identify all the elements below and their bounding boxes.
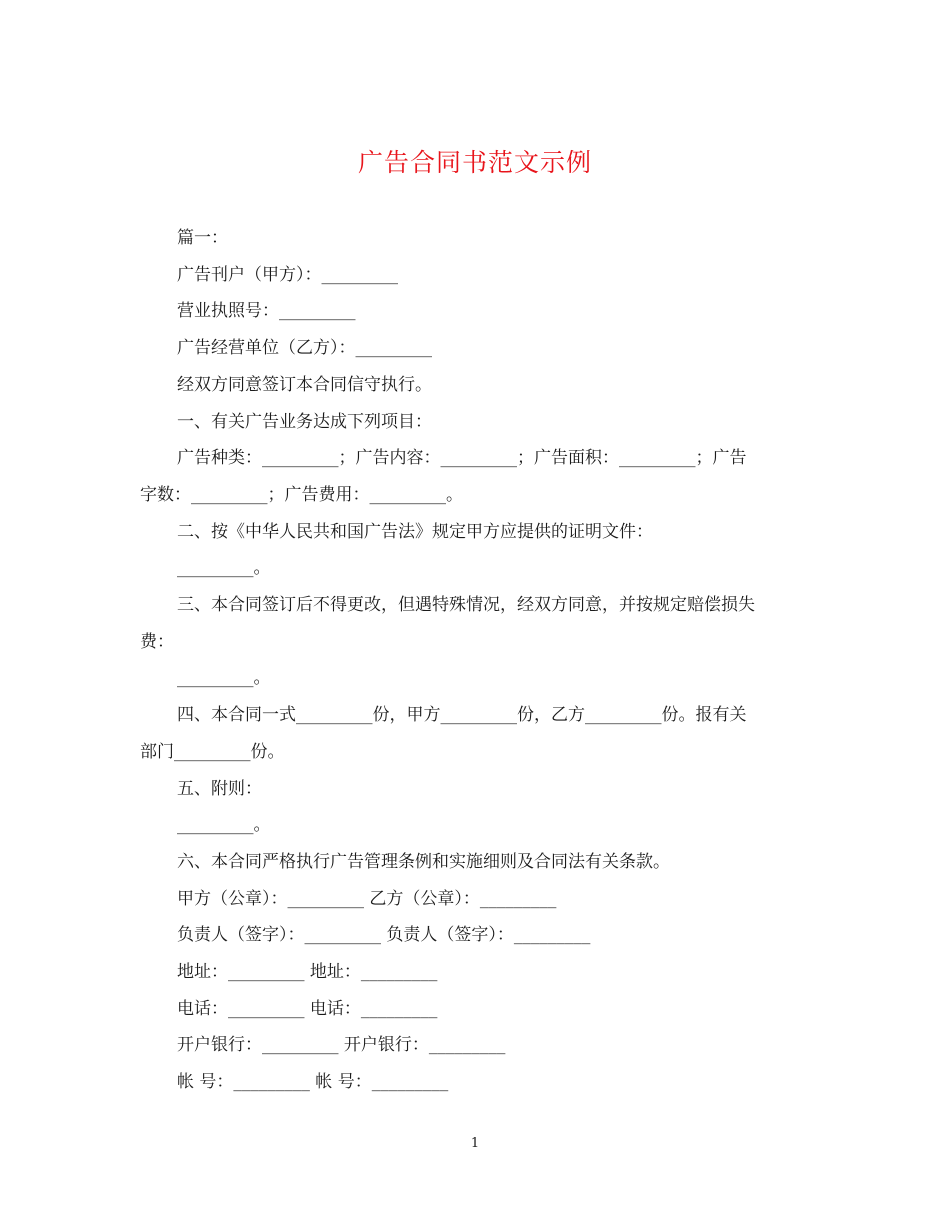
paragraph-line: 费： <box>140 631 174 652</box>
paragraph-line: 甲方（公章）：_________ 乙方（公章）：_________ <box>177 888 557 909</box>
paragraph-line: 经双方同意签订本合同信守执行。 <box>177 374 432 395</box>
paragraph-line: 六、本合同严格执行广告管理条例和实施细则及合同法有关条款。 <box>177 851 670 872</box>
paragraph-line: 篇一： <box>177 228 228 248</box>
paragraph-line: 三、本合同签订后不得更改，但遇特殊情况，经双方同意，并按规定赔偿损失 <box>177 595 755 616</box>
paragraph-line: 电话：_________ 电话：_________ <box>177 998 438 1019</box>
paragraph-line: 帐 号：_________ 帐 号：_________ <box>177 1072 449 1093</box>
paragraph-line: 负责人（签字）：_________ 负责人（签字）：_________ <box>177 925 591 946</box>
paragraph-line: 广告刊户（甲方）：_________ <box>177 264 398 285</box>
paragraph-line: 二、按《中华人民共和国广告法》规定甲方应提供的证明文件： <box>177 521 653 542</box>
document-body <box>140 220 805 1101</box>
paragraph-line: 部门_________份。 <box>140 741 285 762</box>
paragraph-line: _________。 <box>177 668 271 689</box>
paragraph-line: 开户银行：_________ 开户银行：_________ <box>177 1035 506 1056</box>
paragraph-line: 字数：_________；广告费用：_________。 <box>140 484 463 505</box>
paragraph-line: 四、本合同一式_________份，甲方_________份，乙方_________份。报有关 <box>177 705 747 726</box>
paragraph-line: 营业执照号：_________ <box>177 301 356 322</box>
document-title: 广告合同书范文示例 <box>357 148 592 177</box>
page-number: 1 <box>470 1136 480 1151</box>
paragraph-line: _________。 <box>177 815 271 836</box>
paragraph-line: 地址：_________ 地址：_________ <box>177 962 438 983</box>
paragraph-line: _________。 <box>177 558 271 579</box>
paragraph-line: 一、有关广告业务达成下列项目： <box>177 411 432 432</box>
paragraph-line: 广告种类：_________；广告内容：_________；广告面积：_________；广告 <box>177 448 747 469</box>
paragraph-line: 广告经营单位（乙方）：_________ <box>177 338 432 359</box>
paragraph-line: 五、附则： <box>177 778 262 799</box>
